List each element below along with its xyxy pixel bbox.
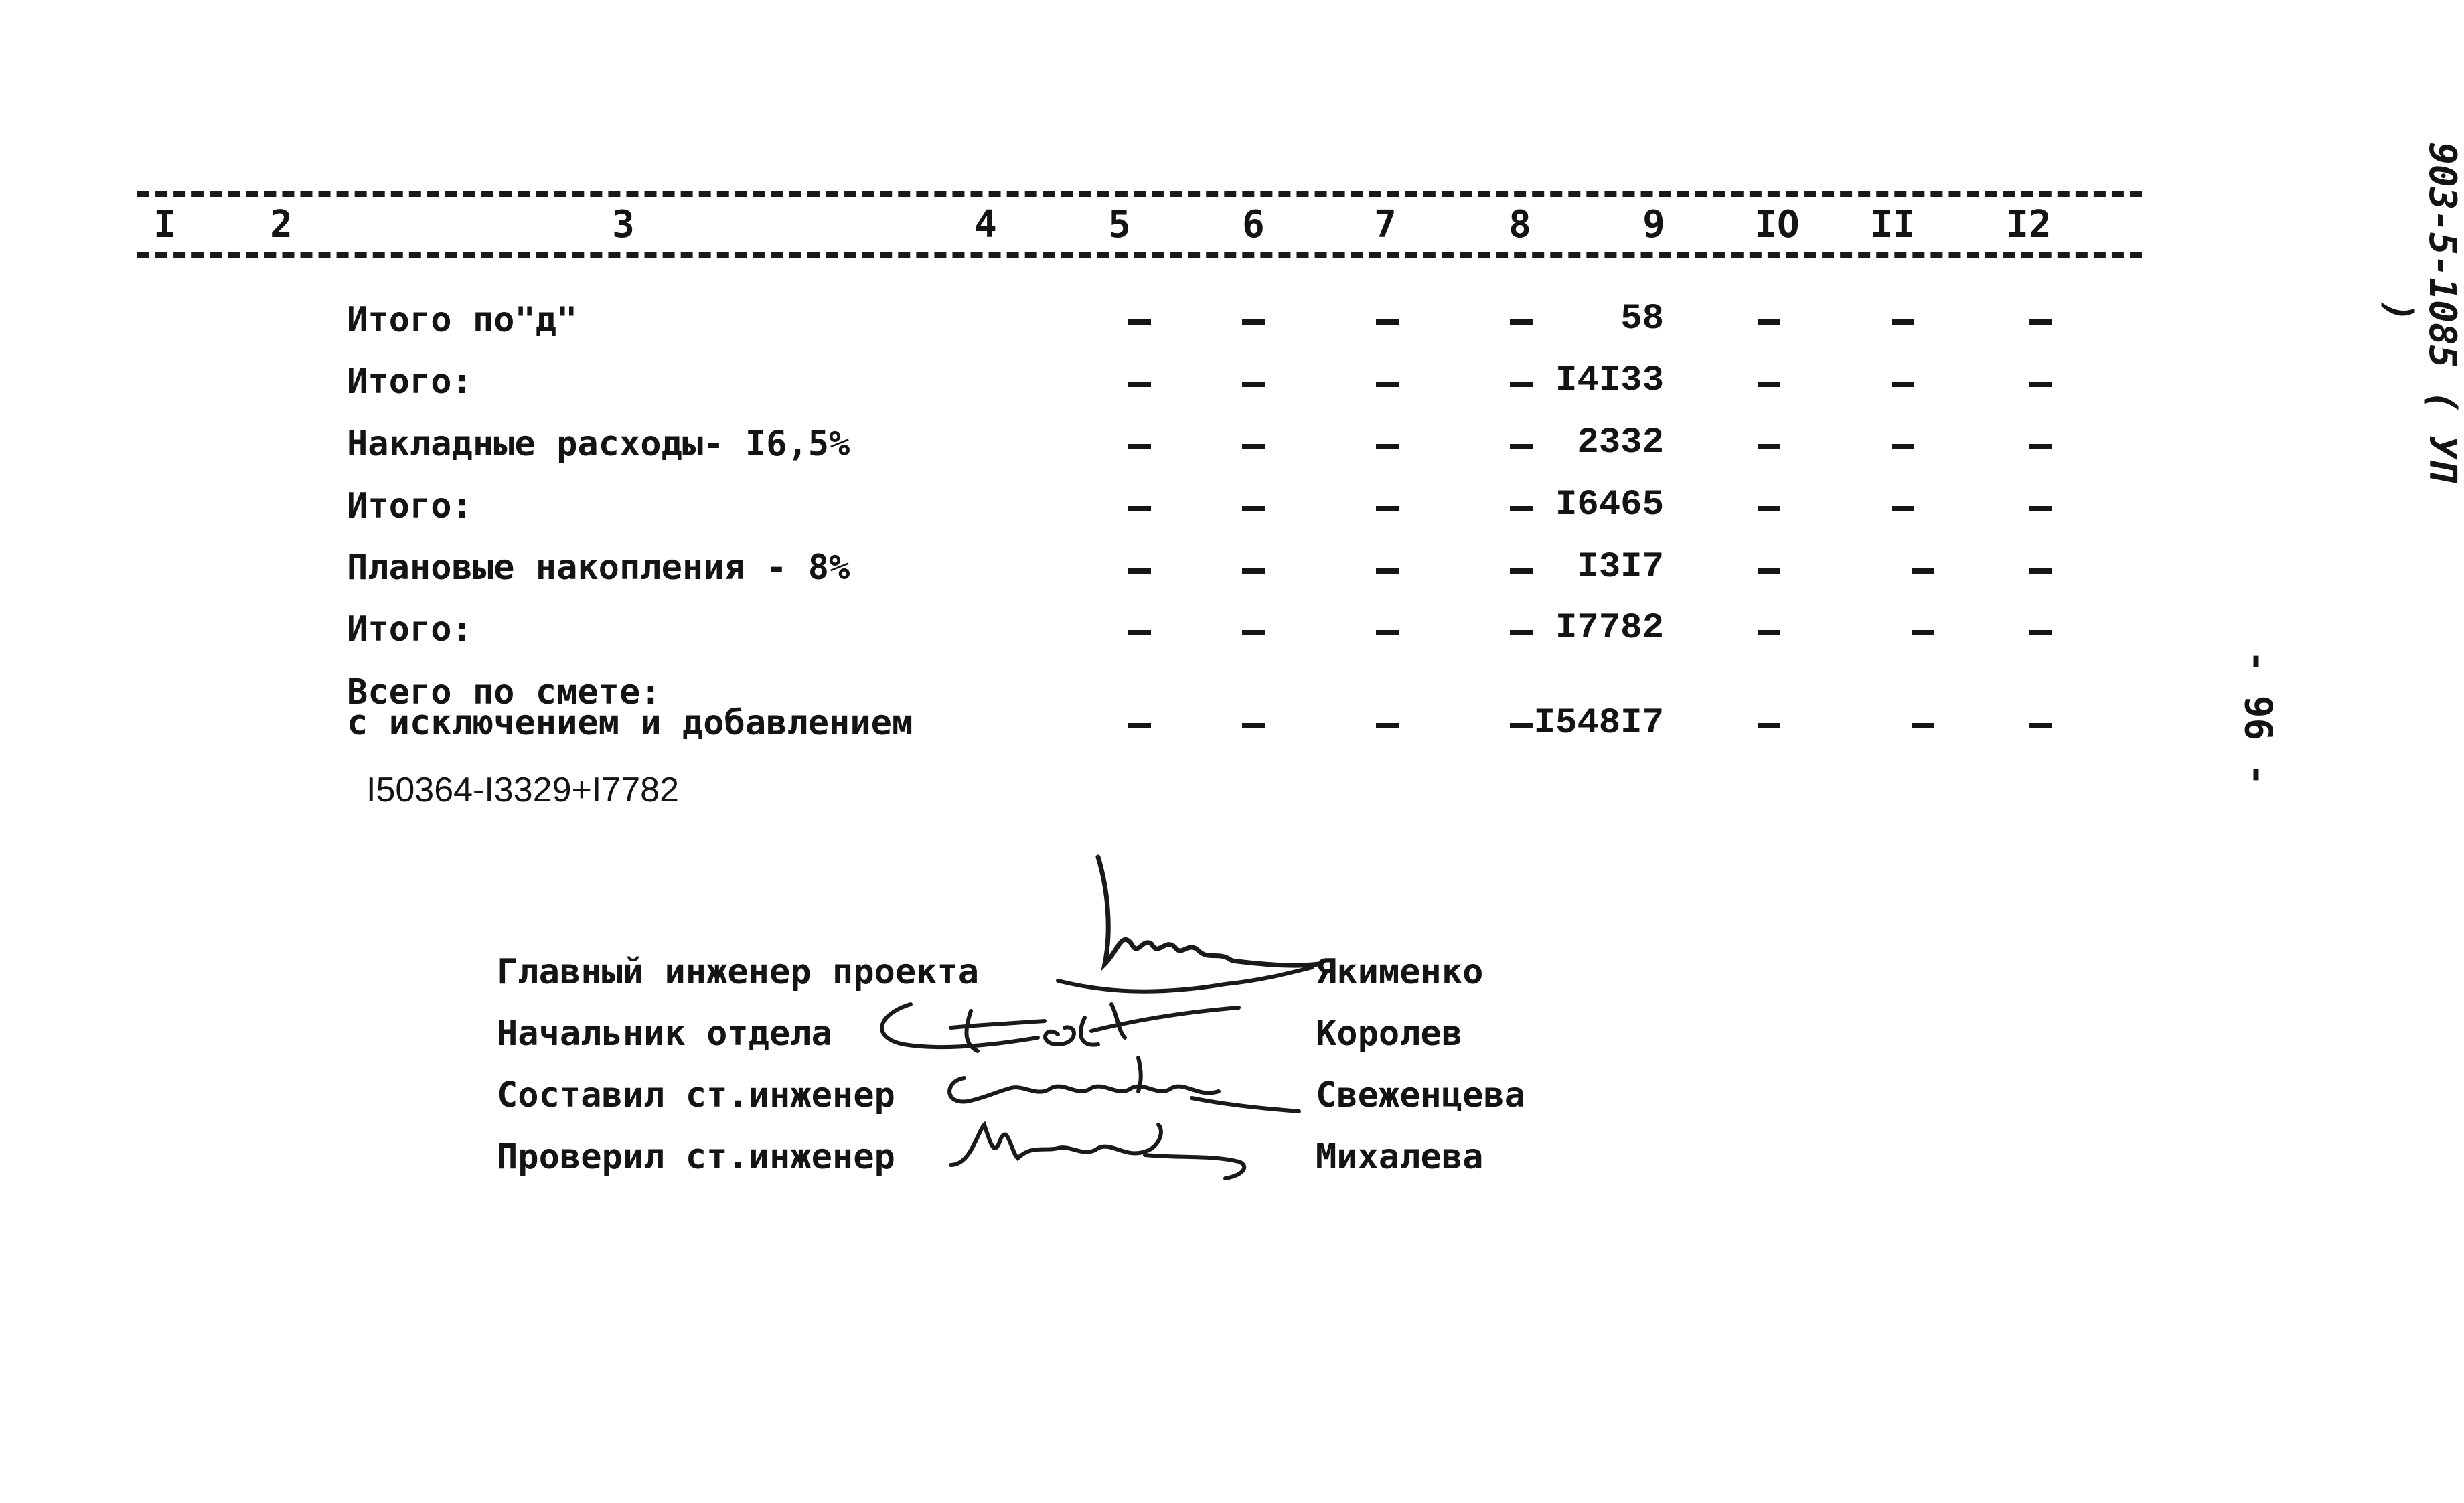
- dash-col7: [1376, 568, 1399, 574]
- signature-role: Главный инженер проекта: [497, 952, 980, 992]
- dash-col7: [1376, 506, 1399, 511]
- dash-col6: [1242, 723, 1265, 728]
- column-header-9: 9: [1642, 203, 1665, 246]
- handwritten-signature-chief-engineer: [1058, 850, 1326, 1004]
- dash-col5: [1128, 630, 1151, 635]
- dash-col8: [1510, 506, 1533, 511]
- signature-name: Михалева: [1316, 1137, 1484, 1177]
- document-code: 903-5-1085 ( УП ): [2377, 142, 2464, 481]
- dash-col8: [1510, 382, 1533, 387]
- column-header-11: II: [1870, 203, 1916, 246]
- dash-col11: [1892, 319, 1914, 325]
- dash-col10: [1758, 444, 1780, 449]
- column-header-3: 3: [612, 203, 635, 246]
- dash-col6: [1242, 319, 1265, 325]
- dash-col11: [1892, 382, 1914, 387]
- dash-col8: [1510, 630, 1533, 635]
- total-formula: I50364-I3329+I7782: [366, 771, 679, 809]
- dash-col12: [2029, 723, 2052, 728]
- dash-col10: [1758, 723, 1780, 728]
- dash-col5: [1128, 319, 1151, 325]
- dash-col12: [2029, 444, 2052, 449]
- column-header-4: 4: [974, 203, 997, 246]
- dash-col10: [1758, 568, 1780, 574]
- dash-col8: [1510, 723, 1533, 728]
- row-label: Накладные расходы- I6,5%: [347, 424, 850, 464]
- dash-col6: [1242, 630, 1265, 635]
- dash-col11: [1892, 506, 1914, 511]
- dash-col6: [1242, 568, 1265, 574]
- dash-col12: [2029, 568, 2052, 574]
- row-value-col9: I6465: [1555, 485, 1664, 526]
- dash-col11: [1912, 568, 1934, 574]
- total-label-line1: Всего по смете:: [347, 672, 662, 712]
- signature-name: Якименко: [1316, 952, 1484, 992]
- total-label-line2: с исключением и добавлением: [347, 703, 913, 743]
- column-header-12: I2: [2006, 203, 2052, 246]
- dash-col7: [1376, 723, 1399, 728]
- column-header-10: IO: [1754, 203, 1800, 246]
- dash-col8: [1510, 319, 1533, 325]
- header-rule-top: [137, 191, 2142, 197]
- signature-role: Проверил ст.инженер: [497, 1137, 895, 1177]
- row-value-col9: 58: [1620, 299, 1664, 339]
- signature-role: Составил ст.инженер: [497, 1075, 895, 1115]
- dash-col12: [2029, 382, 2052, 387]
- dash-col6: [1242, 444, 1265, 449]
- row-value-col9: I7782: [1555, 608, 1664, 649]
- dash-col5: [1128, 382, 1151, 387]
- dash-col11: [1892, 444, 1914, 449]
- dash-col8: [1510, 568, 1533, 574]
- row-label: Итого:: [347, 362, 473, 402]
- dash-col10: [1758, 506, 1780, 511]
- dash-col12: [2029, 319, 2052, 325]
- row-label: Итого по"д": [347, 300, 578, 340]
- dash-col5: [1128, 568, 1151, 574]
- row-value-col9: 2332: [1577, 422, 1664, 463]
- dash-col12: [2029, 506, 2052, 511]
- dash-col5: [1128, 506, 1151, 511]
- total-value-col9: I548I7: [1533, 703, 1664, 744]
- dash-col5: [1128, 444, 1151, 449]
- dash-col11: [1912, 630, 1934, 635]
- signature-name: Свеженцева: [1316, 1075, 1526, 1115]
- dash-col10: [1758, 382, 1780, 387]
- row-label: Плановые накопления - 8%: [347, 548, 850, 588]
- dash-col7: [1376, 630, 1399, 635]
- column-header-1: I: [153, 203, 176, 246]
- row-label: Итого:: [347, 609, 473, 649]
- column-header-8: 8: [1509, 203, 1531, 246]
- row-label: Итого:: [347, 486, 473, 526]
- dash-col5: [1128, 723, 1151, 728]
- column-header-5: 5: [1108, 203, 1131, 246]
- column-header-2: 2: [270, 203, 293, 246]
- dash-col7: [1376, 319, 1399, 325]
- page-number: - 96 -: [2236, 650, 2280, 786]
- row-value-col9: I4I33: [1555, 360, 1664, 401]
- dash-col6: [1242, 382, 1265, 387]
- column-header-7: 7: [1374, 203, 1397, 246]
- dash-col7: [1376, 444, 1399, 449]
- signature-name: Королев: [1316, 1014, 1463, 1054]
- row-value-col9: I3I7: [1577, 547, 1664, 588]
- dash-col6: [1242, 506, 1265, 511]
- dash-col11: [1912, 723, 1934, 728]
- header-rule-bottom: [137, 252, 2142, 258]
- dash-col8: [1510, 444, 1533, 449]
- handwritten-signature-checker: [944, 1111, 1265, 1185]
- dash-col7: [1376, 382, 1399, 387]
- dash-col10: [1758, 319, 1780, 325]
- column-header-6: 6: [1242, 203, 1265, 246]
- dash-col10: [1758, 630, 1780, 635]
- dash-col12: [2029, 630, 2052, 635]
- signature-role: Начальник отдела: [497, 1014, 832, 1054]
